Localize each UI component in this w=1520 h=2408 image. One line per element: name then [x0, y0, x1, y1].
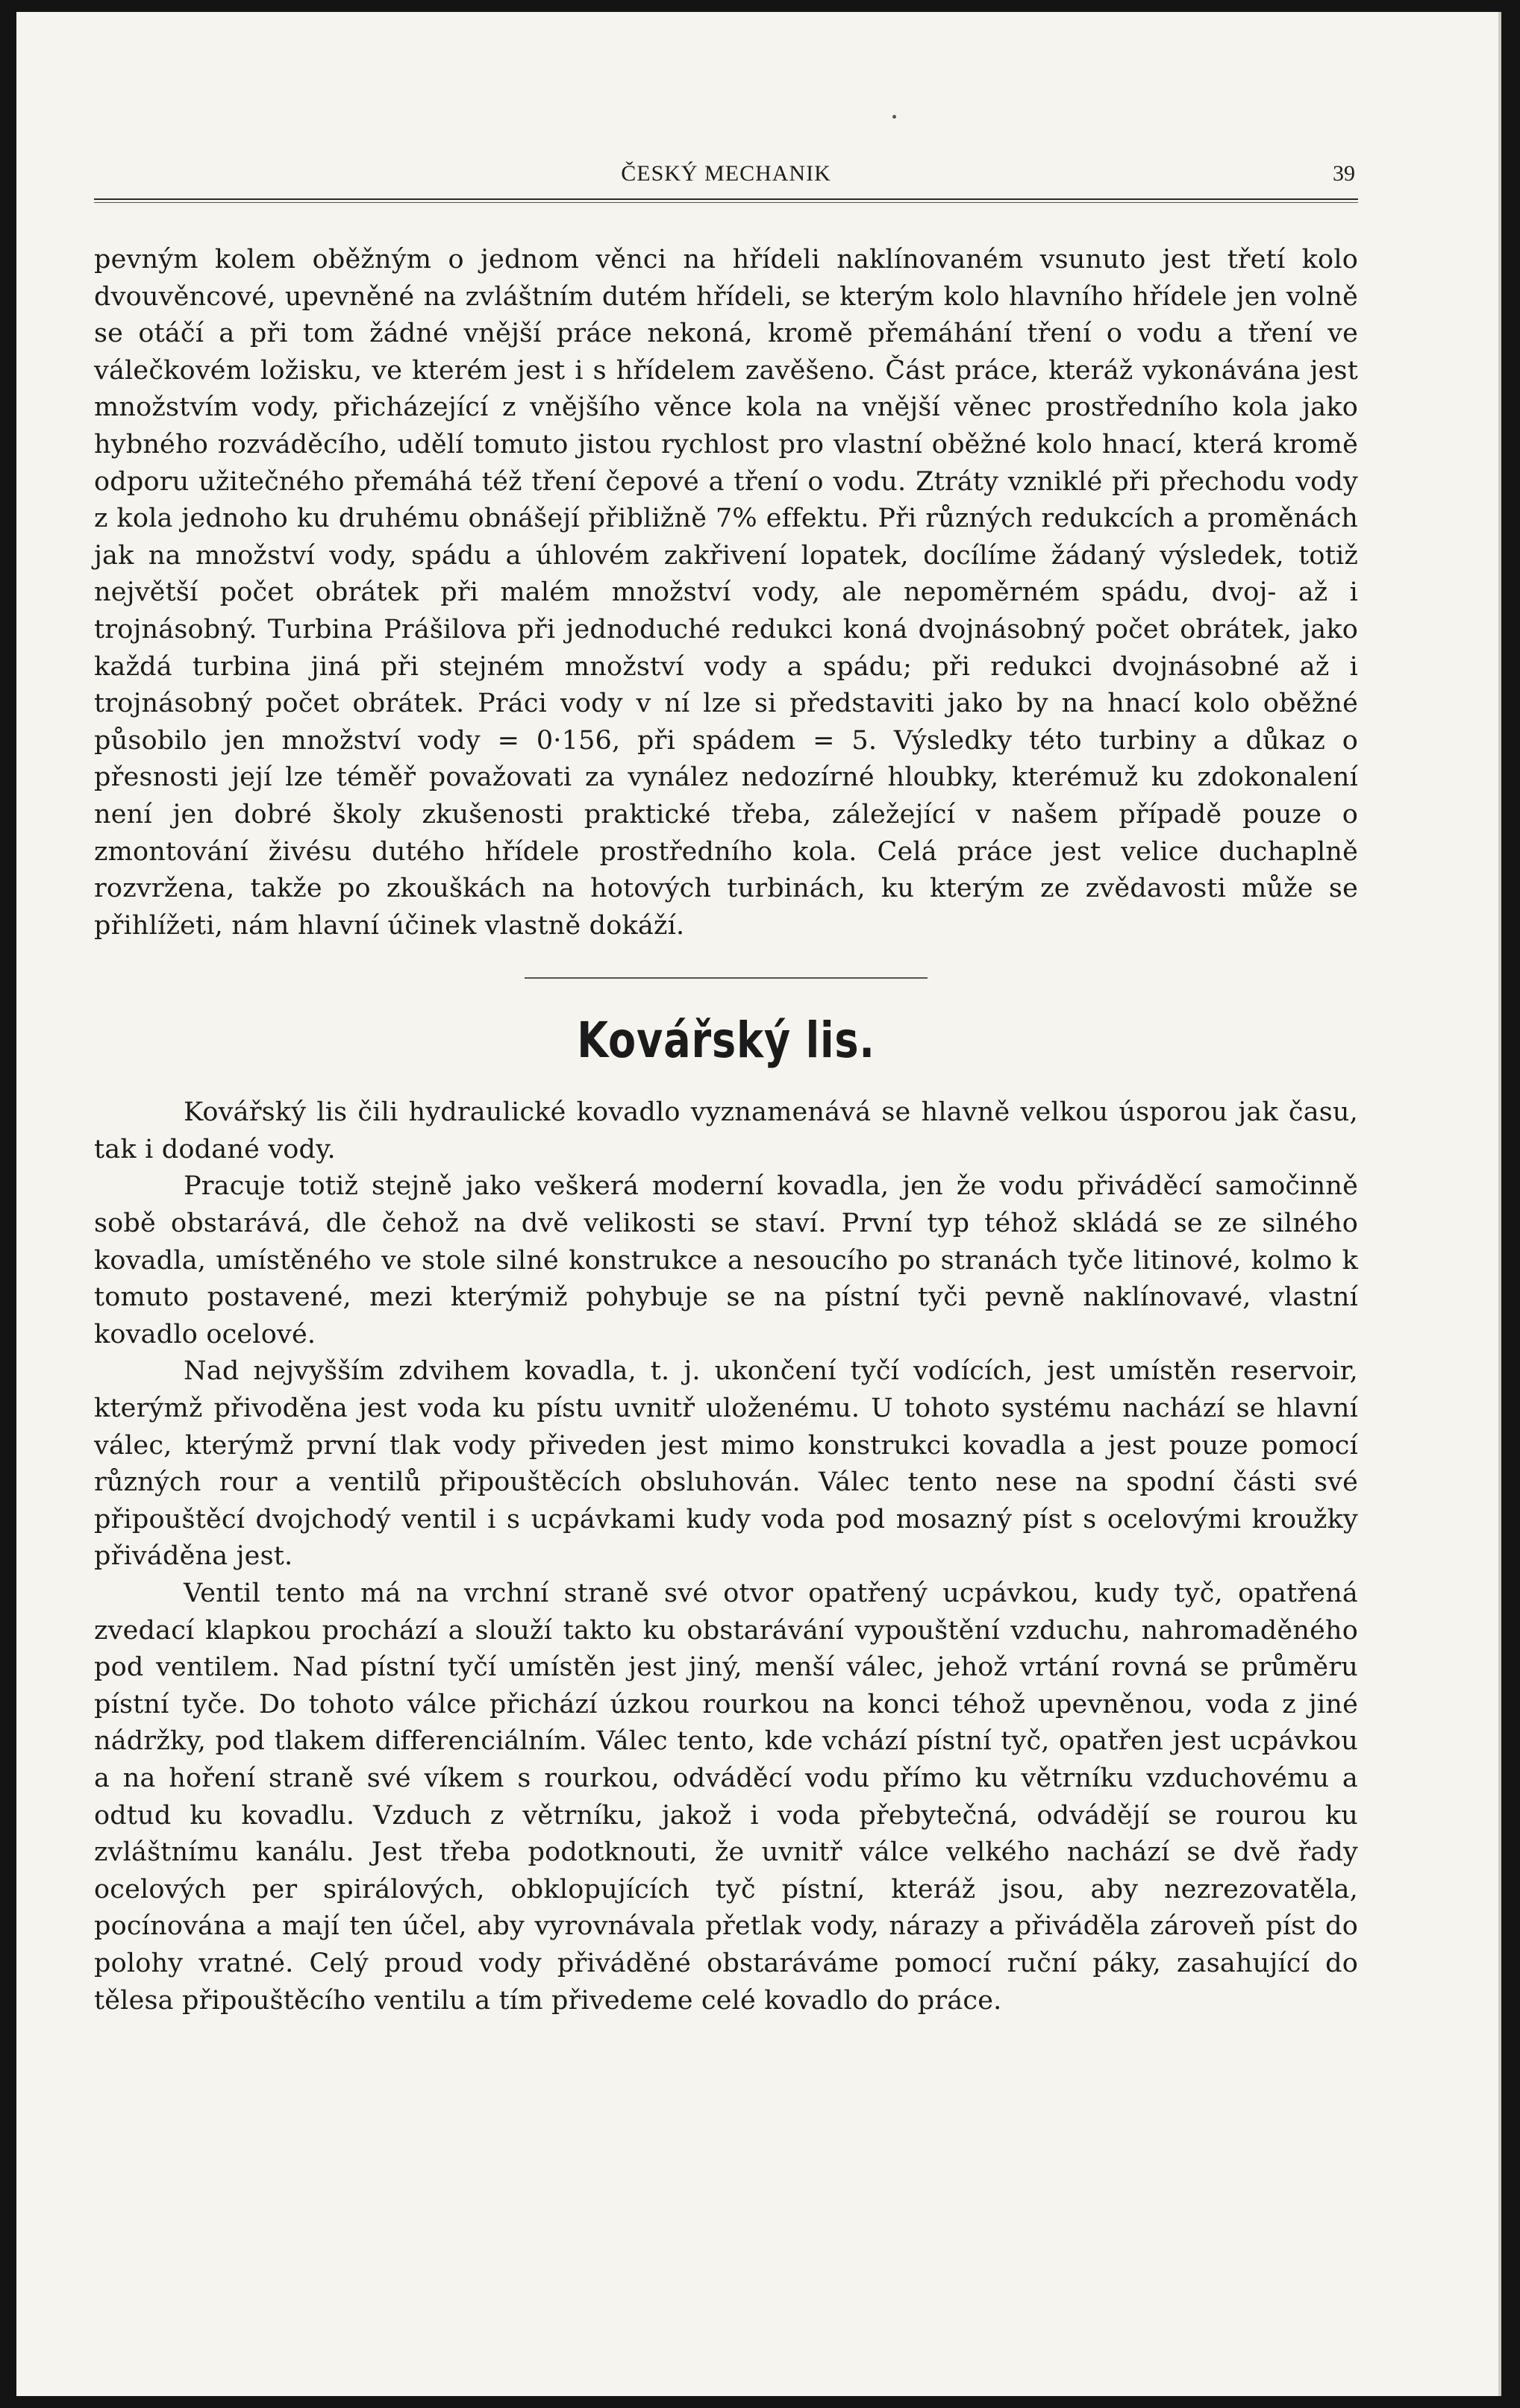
- paragraph: Pracuje totiž stejně jako veškerá moderní kovadla, jen že vodu přiváděcí samočinně sobě obstarává, dle čehož na dvě velikosti se staví. První typ téhož skládá se ze silného kovadla, umístěného ve stole silné konstrukce a nesoucího po stranách tyče litinové, kolmo k tomuto postavené, mezi kterýmiž pohybuje se na pístní tyči pevně naklínovavé, vlastní kovadlo ocelové.: [94, 1171, 1358, 1349]
- section-divider: [525, 977, 928, 979]
- header-rule: [94, 198, 1358, 200]
- ink-speck: [892, 115, 896, 119]
- section-heading: Kovářský lis.: [577, 1012, 875, 1070]
- continued-article: [94, 242, 1358, 944]
- paragraph: Ventil tento má na vrchní straně své otvor opatřený ucpávkou, kudy tyč, opatřená zvedací klapkou prochází a slouží takto ku obstarávání vypouštění vzduchu, nahromaděného pod ventilem. Nad pístní tyčí umístěn jest jiný, menší válec, jehož vrtání rovná se průměru pístní tyče. Do tohoto válce přichází úzkou rourkou na konci téhož upevněnou, voda z jiné nádržky, pod tlakem differenciálním. Válec tento, kde vchází pístní tyč, opatřen jest ucpávkou a na hoření straně své víkem s rourkou, odváděcí vodu přímo ku větrníku vzduchovému a odtud ku kovadlu. Vzduch z větrníku, jakož i voda přebytečná, odvádějí se rourou ku zvláštnímu kanálu. Jest třeba podotknouti, že uvnitř válce velkého nachází se dvě řady ocelových per spirálových, obklopujících tyč pístní, kteráž jsou, aby nezrezovatěla, pocínována a mají ten účel, aby vyrovnávala přetlak vody, nárazy a přiváděla zároveň píst do polohy vratné. Celý proud vody přiváděné obstaráváme pomocí ruční páky, zasahující do tělesa připouštěcího ventilu a tím přivedeme celé kovadlo do práce.: [94, 1578, 1358, 2016]
- running-title: ČESKÝ MECHANIK: [621, 161, 831, 186]
- paragraph: Nad nejvyšším zdvihem kovadla, t. j. ukončení tyčí vodících, jest umístěn reservoir, kterýmž přivoděna jest voda ku pístu uvnitř uloženému. U tohoto systému nachází se hlavní válec, kterýmž první tlak vody přiveden jest mimo konstrukci kovadla a jest pouze pomocí různých rour a ventilů připouštěcích obsluhován. Válec tento nese na spodní části své připouštěcí dvojchodý ventil i s ucpávkami kudy voda pod mosazný píst s ocelovými kroužky přiváděna jest.: [94, 1356, 1358, 1572]
- page-number: 39: [1333, 161, 1355, 186]
- paragraph: pevným kolem oběžným o jednom věnci na hřídeli naklínovaném vsunuto jest třetí kolo dvouvěncové, upevněné na zvláštním dutém hřídeli, se kterým kolo hlavního hřídele jen volně se otáčí a při tom žádné vnější práce nekoná, kromě přemáhání tření o vodu a tření ve válečkovém ložisku, ve kterém jest i s hřídelem zavěšeno. Část práce, kteráž vykonávána jest množstvím vody, přicházející z vnějšího věnce kola na vnější věnec prostředního kola jako hybného rozváděcího, udělí tomuto jistou rychlost pro vlastní oběžné kolo hnací, která kromě odporu užitečného přemáhá též tření čepové a tření o vodu. Ztráty vzniklé při přechodu vody z kola jednoho ku druhému obnášejí přibližně 7% effektu. Při různých redukcích a proměnách jak na množství vody, spádu a úhlovém zakřivení lopatek, docílíme žádaný výsledek, totiž největší počet obrátek při malém množství vody, ale nepoměrném spádu, dvoj- až i trojnásobný. Turbina Prášilova při jednoduché redukci koná dvojnásobný počet obrátek, jako každá turbina jiná při stejném množství vody a spádu; při redukci dvojnásobné až i trojnásobný počet obrátek. Práci vody v ní lze si představiti jako by na hnací kolo oběžné působilo jen množství vody = 0·156, při spádem = 5. Výsledky této turbiny a důkaz o přesnosti její lze téměř považovati za vynález nedozírné hloubky, kterémuž ku zdokonalení není jen dobré školy zkušenosti praktické třeba, záležející v našem případě pouze o zmontování živésu dutého hřídele prostředního kola. Celá práce jest velice duchaplně rozvržena, takže po zkouškách na hotových turbinách, ku kterým ze zvědavosti může se přihlížeti, nám hlavní účinek vlastně dokáží.: [94, 245, 1358, 941]
- article-body: [94, 1094, 1358, 2019]
- page-content: [94, 161, 1358, 2019]
- page-header: [94, 161, 1358, 194]
- header-rule-thin: [94, 202, 1358, 203]
- paragraph: Kovářský lis čili hydraulické kovadlo vyznamenává se hlavně velkou úsporou jak času, tak i dodané vody.: [94, 1097, 1358, 1164]
- book-page: [16, 12, 1501, 2396]
